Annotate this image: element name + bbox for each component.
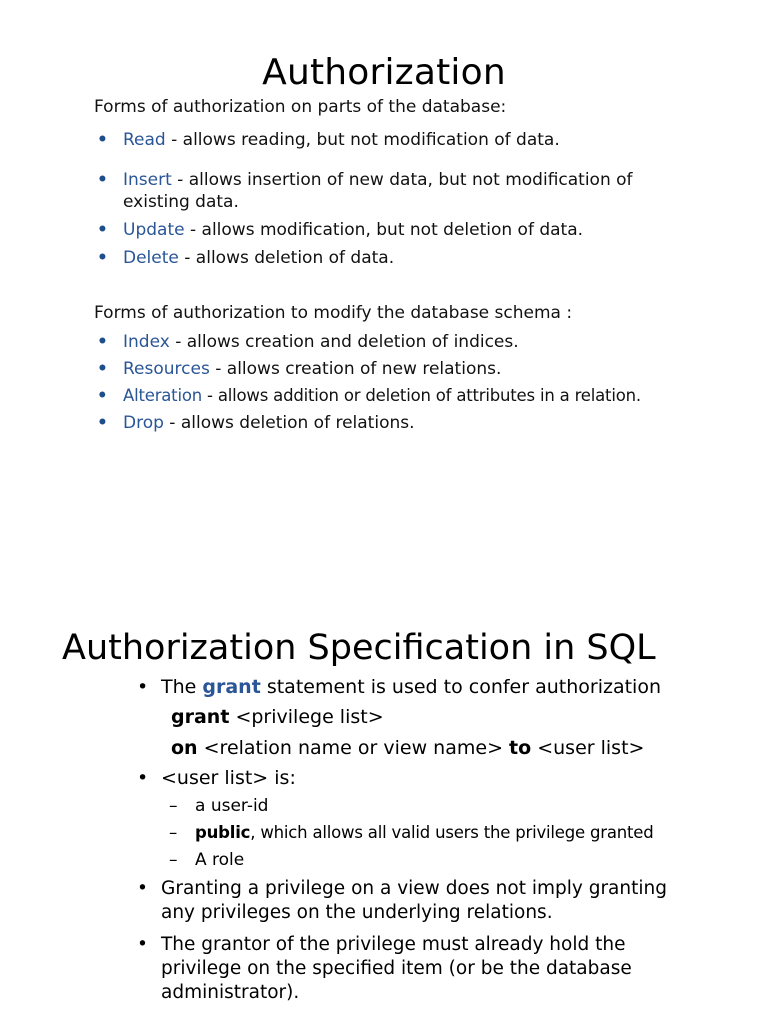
bullet-icon: •	[97, 248, 108, 268]
description: - allows creation of new relations.	[209, 359, 502, 379]
slide-title: Authorization Specification in SQL	[62, 628, 656, 668]
bullet-icon: •	[97, 220, 108, 240]
sub-item	[169, 822, 654, 844]
text: a user-id	[195, 796, 269, 816]
bullet-grantor	[137, 933, 632, 1005]
keyword: on	[171, 737, 198, 759]
bullet-icon: •	[97, 413, 108, 433]
description-continued: existing data.	[123, 192, 239, 212]
keyword: Drop	[123, 413, 164, 433]
bullet-icon: •	[137, 934, 148, 955]
bullet-user-list	[137, 766, 296, 790]
bullet-icon: •	[97, 359, 108, 379]
text: , which allows all valid users the privilege granted	[250, 823, 654, 842]
sub-item	[169, 795, 269, 817]
bullet-icon: •	[137, 878, 148, 899]
list-item	[97, 385, 641, 407]
dash-icon: –	[169, 796, 178, 816]
list-item	[97, 331, 641, 353]
intro-text: Forms of authorization to modify the database schema :	[94, 303, 573, 323]
text: privilege on the specified item (or be the database	[161, 958, 632, 979]
list-item	[97, 247, 633, 269]
bullet-icon: •	[97, 332, 108, 352]
keyword: Update	[123, 220, 185, 240]
keyword: Resources	[123, 359, 210, 379]
list-item	[97, 412, 641, 434]
list-item	[97, 129, 633, 151]
slide-title: Authorization	[262, 52, 506, 93]
text: statement is used to confer authorization	[260, 676, 662, 698]
text: The grantor of the privilege must already hold the	[161, 934, 626, 955]
keyword: Read	[123, 130, 166, 150]
bullet-icon: •	[137, 676, 149, 698]
keyword: Alteration	[123, 386, 202, 405]
list-item	[97, 169, 633, 213]
description: - allows deletion of data.	[178, 248, 395, 268]
text: any privileges on the underlying relations.	[161, 902, 553, 923]
description: - allows addition or deletion of attributes in a relation.	[202, 386, 641, 405]
text: <user list> is:	[161, 767, 296, 789]
list-item	[97, 219, 633, 241]
keyword: Index	[123, 332, 170, 352]
intro-text: Forms of authorization on parts of the database:	[94, 97, 507, 117]
bullet-icon: •	[137, 767, 149, 789]
keyword: public	[195, 823, 251, 842]
sub-item	[169, 849, 245, 871]
data-authorization-list	[97, 129, 633, 269]
text: administrator).	[161, 982, 300, 1003]
description: - allows insertion of new data, but not modification of	[171, 170, 633, 190]
on-syntax-line	[171, 736, 644, 760]
dash-icon: –	[169, 823, 178, 842]
slide-authorization-sql	[0, 512, 768, 1024]
text: A role	[195, 850, 245, 870]
text: The	[161, 676, 203, 698]
keyword: to	[509, 737, 532, 759]
text: Granting a privilege on a view does not imply granting	[161, 878, 667, 899]
description: - allows creation and deletion of indices.	[169, 332, 519, 352]
grant-syntax-line	[171, 705, 384, 729]
bullet-grant-statement	[137, 675, 662, 699]
bullet-icon: •	[97, 386, 108, 405]
dash-icon: –	[169, 850, 178, 870]
keyword: Delete	[123, 248, 179, 268]
keyword: Insert	[123, 170, 172, 190]
description: - allows modification, but not deletion of data.	[184, 220, 584, 240]
schema-authorization-list	[97, 331, 641, 434]
bullet-view-privilege	[137, 877, 667, 925]
keyword: grant	[202, 676, 261, 698]
text: <user list>	[531, 737, 645, 759]
description: - allows deletion of relations.	[163, 413, 415, 433]
bullet-icon: •	[97, 130, 108, 150]
bullet-icon: •	[97, 170, 108, 190]
text: <relation name or view name>	[197, 737, 510, 759]
text: <privilege list>	[229, 706, 384, 728]
description: - allows reading, but not modification of data.	[165, 130, 560, 150]
list-item	[97, 358, 641, 380]
keyword: grant	[171, 706, 230, 728]
